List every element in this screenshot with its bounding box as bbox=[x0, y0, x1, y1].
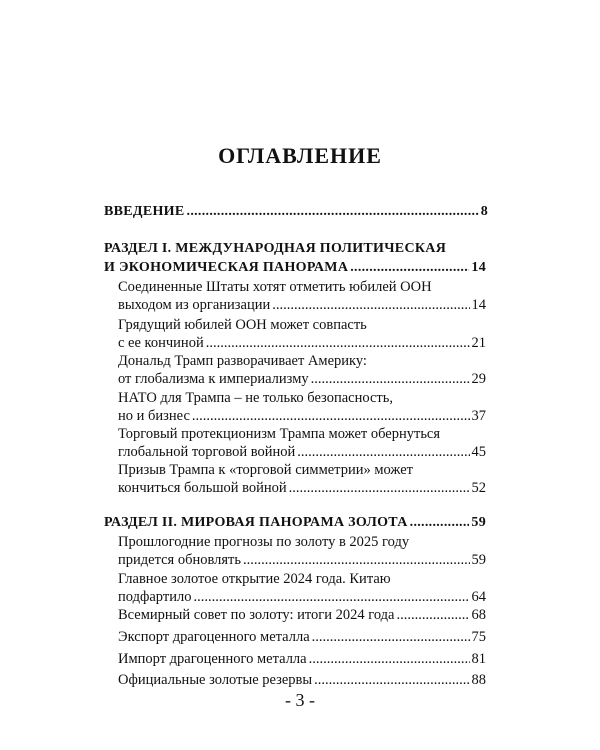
toc-page-number: 59 bbox=[471, 552, 486, 568]
toc-item-line: Соединенные Штаты хотят отметить юбилей ООН bbox=[118, 279, 432, 295]
toc-item-label: придется обновлять bbox=[118, 552, 241, 568]
toc-page-number: 8 bbox=[480, 204, 488, 219]
toc-item[interactable] bbox=[118, 551, 486, 569]
dot-leader bbox=[272, 296, 469, 314]
toc-item-label: выходом из организации bbox=[118, 297, 271, 313]
toc-item-line: Призыв Трампа к «торговой симметрии» может bbox=[118, 462, 413, 478]
toc-page-number: 52 bbox=[471, 480, 486, 496]
toc-item-label: подфартило bbox=[118, 589, 192, 605]
toc-page-number: 64 bbox=[471, 589, 486, 605]
toc-item[interactable] bbox=[118, 628, 486, 646]
toc-entry-label: ВВЕДЕНИЕ bbox=[104, 204, 185, 219]
dot-leader bbox=[297, 443, 469, 461]
toc-item[interactable] bbox=[118, 588, 486, 606]
toc-page-number: 59 bbox=[471, 515, 486, 530]
toc-entry-label: РАЗДЕЛ II. МИРОВАЯ ПАНОРАМА ЗОЛОТА bbox=[104, 515, 408, 530]
dot-leader bbox=[243, 551, 470, 569]
toc-page-number: 29 bbox=[471, 371, 486, 387]
toc-page-number: 21 bbox=[471, 335, 486, 351]
toc-item[interactable] bbox=[118, 407, 486, 425]
toc-page-number: 45 bbox=[471, 444, 486, 460]
dot-leader bbox=[311, 370, 470, 388]
toc-item[interactable] bbox=[118, 479, 486, 497]
dot-leader bbox=[289, 479, 470, 497]
toc-item[interactable] bbox=[118, 443, 486, 461]
toc-item-label: Импорт драгоценного металла bbox=[118, 651, 307, 667]
toc-section-1-title: РАЗДЕЛ I. МЕЖДУНАРОДНАЯ ПОЛИТИЧЕСКАЯ bbox=[104, 241, 447, 256]
toc-page-number: 14 bbox=[471, 260, 486, 275]
toc-item[interactable] bbox=[118, 296, 486, 314]
toc-item-line: Торговый протекционизм Трампа может обернуться bbox=[118, 426, 441, 442]
toc-item-line: Дональд Трамп разворачивает Америку: bbox=[118, 353, 367, 369]
toc-page-number: 14 bbox=[471, 297, 486, 313]
dot-leader bbox=[192, 407, 470, 425]
toc-item-line: Главное золотое открытие 2024 года. Китаю bbox=[118, 571, 391, 587]
toc-item-line: НАТО для Трампа – не только безопасность, bbox=[118, 390, 393, 406]
dot-leader bbox=[396, 606, 469, 624]
dot-leader bbox=[410, 514, 470, 532]
page-number: - 3 - bbox=[285, 690, 315, 710]
page-title: ОГЛАВЛЕНИЕ bbox=[218, 143, 382, 168]
toc-page-number: 75 bbox=[471, 629, 486, 645]
toc-item[interactable] bbox=[118, 671, 486, 689]
toc-entry-intro[interactable] bbox=[104, 203, 488, 221]
toc-item-line: Грядущий юбилей ООН может совпасть bbox=[118, 317, 367, 333]
toc-item-label: от глобализма к империализму bbox=[118, 371, 309, 387]
dot-leader bbox=[312, 628, 470, 646]
toc-item-label: Всемирный совет по золоту: итоги 2024 года bbox=[118, 607, 395, 623]
toc-entry-label: И ЭКОНОМИЧЕСКАЯ ПАНОРАМА bbox=[104, 260, 349, 275]
toc-page-number: 37 bbox=[471, 408, 486, 424]
toc-page-number: 88 bbox=[471, 672, 486, 688]
toc-entry-section-2[interactable] bbox=[104, 514, 486, 532]
toc-page-number: 68 bbox=[471, 607, 486, 623]
toc-item-label: Экспорт драгоценного металла bbox=[118, 629, 310, 645]
toc-item-label: кончиться большой войной bbox=[118, 480, 287, 496]
dot-leader bbox=[206, 334, 470, 352]
dot-leader bbox=[309, 650, 470, 668]
toc-page-number: 81 bbox=[471, 651, 486, 667]
toc-item[interactable] bbox=[118, 370, 486, 388]
dot-leader bbox=[350, 259, 469, 277]
toc-item-label: Официальные золотые резервы bbox=[118, 672, 313, 688]
dot-leader bbox=[314, 671, 469, 689]
toc-item-label: но и бизнес bbox=[118, 408, 190, 424]
toc-item-label: глобальной торговой войной bbox=[118, 444, 296, 460]
dot-leader bbox=[193, 588, 469, 606]
toc-item[interactable] bbox=[118, 650, 486, 668]
toc-item-line: Прошлогодние прогнозы по золоту в 2025 году bbox=[118, 534, 410, 550]
dot-leader bbox=[187, 203, 479, 221]
toc-item[interactable] bbox=[118, 606, 486, 624]
toc-item-label: с ее кончиной bbox=[118, 335, 204, 351]
toc-entry-section-1[interactable] bbox=[104, 259, 486, 277]
toc-item[interactable] bbox=[118, 334, 486, 352]
